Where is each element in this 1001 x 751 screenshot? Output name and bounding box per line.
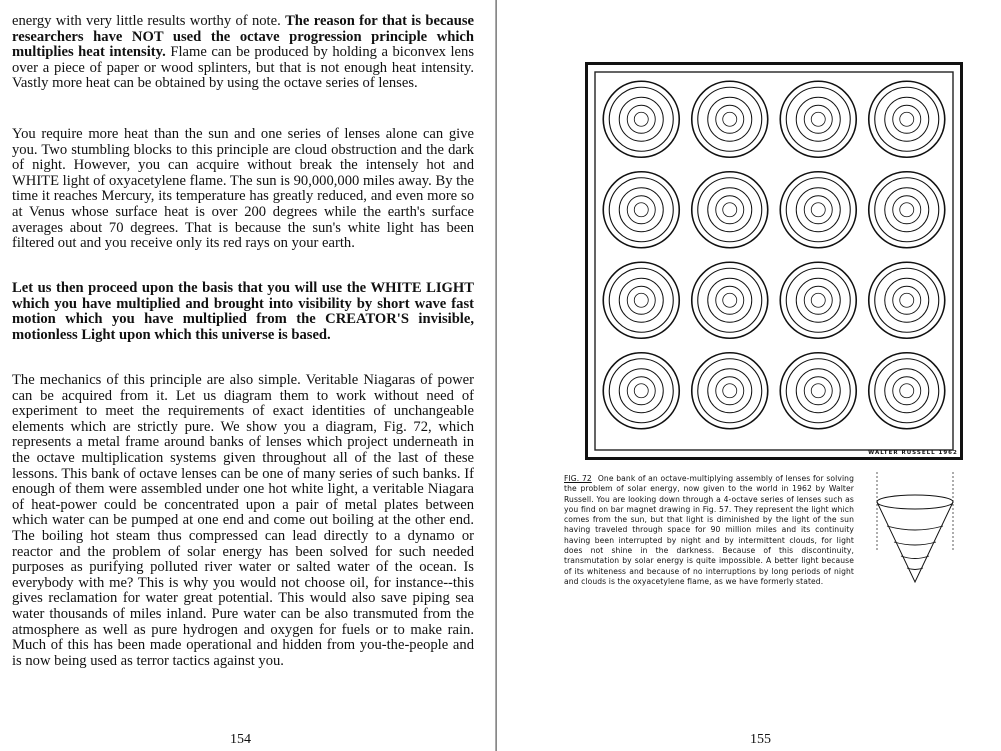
paragraph-3: [12, 281, 474, 343]
left-page: [0, 0, 496, 751]
p1-bold-text: The reason for that is because researchers have NOT used the octave progression principle which multiplies heat intensity.: [12, 13, 475, 61]
paragraph-1: [12, 14, 474, 92]
caption-text: One bank of an octave-multiplying assembly of lenses for solving the problem of solar energy, now given to the world in 1962 by Walter Russell. You are looking down through a 4-octave series of lenses such as you find on bar magnet drawing in Fig. 57. They represent the light which comes from the sun, but that light is diminished by the light of the sun having traveled through space for 90 million miles and its continuity having been interrupted by night and by intermittent clouds, for light does not shine in the darkness. Because of this discontinuity, transmutation by solar energy is quite impossible. A better light because of its whiteness and because of no interruptions by long periods of night and clouds is the oxyacetylene flame, as we have formerly stated.: [564, 474, 855, 586]
p3-bold-text: Let us then proceed upon the basis that you will use the WHITE LIGHT which you have multiplied and brought into visibility by short wave fast motion which you have multiplied from the CREATOR'S invisible, motionless Light upon which this universe is based.: [12, 280, 474, 343]
page-number-right: 155: [750, 732, 771, 747]
lens-bank-diagram: [585, 62, 963, 460]
cone-icon: [869, 470, 961, 590]
lens-cone-diagram: [869, 470, 961, 590]
figure-signature: WALTER RUSSELL 1962: [868, 450, 958, 456]
page-number-left: 154: [230, 732, 251, 747]
paragraph-4: The mechanics of this principle are also simple. Veritable Niagaras of power can be acquired from it. Let us diagram them to work without need of experiment to meet the requirements of exact identities of unchangeable elements which are strictly pure. We show you a diagram, Fig. 72, which represents a metal frame around banks of lenses which project underneath in the octave multiplication systems given throughout all of the last of these lessons. This bank of octave lenses can be one of many series of such banks. If enough of them were assembled under one hot white light, a veritable Niagara of heat-power could be concentrated upon a pair of metal plates between which water can be pumped at one end and come out boiling at the other end. The boiling hot steam thus compressed can lead directly to a dynamo or reactor and the problem of solar energy has been solved for such needed purposes as purifying polluted river water or salted water of the ocean. Is everybody with me? This is why you would not choose oil, for instance--this gives reclamation for water great potential. This would also save piping sea water thousands of miles inland. Pure water can be also transmuted from the atmosphere as well as pure hydrogen and oxygen for fuels or to make rain. Much of this has been made operational and hidden from you-the-people and is now being used as terror tactics against you.: [12, 372, 474, 669]
right-page: [497, 0, 1001, 751]
caption-figure-ref: FIG. 72: [564, 474, 592, 483]
paragraph-2: You require more heat than the sun and one series of lenses alone can give you. Two stumbling blocks to this principle are cloud obstruction and the dark of night. However, you can acquire without break the intensely hot and WHITE light of oxyacetylene flame. The sun is 90,000,000 miles away. By the time it reaches Mercury, its temperature has greatly reduced, and even more so at Venus whose surface heat is over 200 degrees while the earth's surface averages about 70 degrees. That is because the sun's white light has been filtered out and you receive only its red rays on your earth.: [12, 126, 474, 252]
lens-bank-figure: [585, 62, 963, 460]
p1-text-a: energy with very little results worthy of note.: [12, 13, 286, 29]
figure-caption: [564, 474, 854, 587]
p1-text-b: Flame can be produced by holding a biconvex lens over a piece of paper or wood splinters, but that is not enough heat intensity. Vastly more heat can be obtained by using the octave series of lenses.: [12, 44, 475, 92]
